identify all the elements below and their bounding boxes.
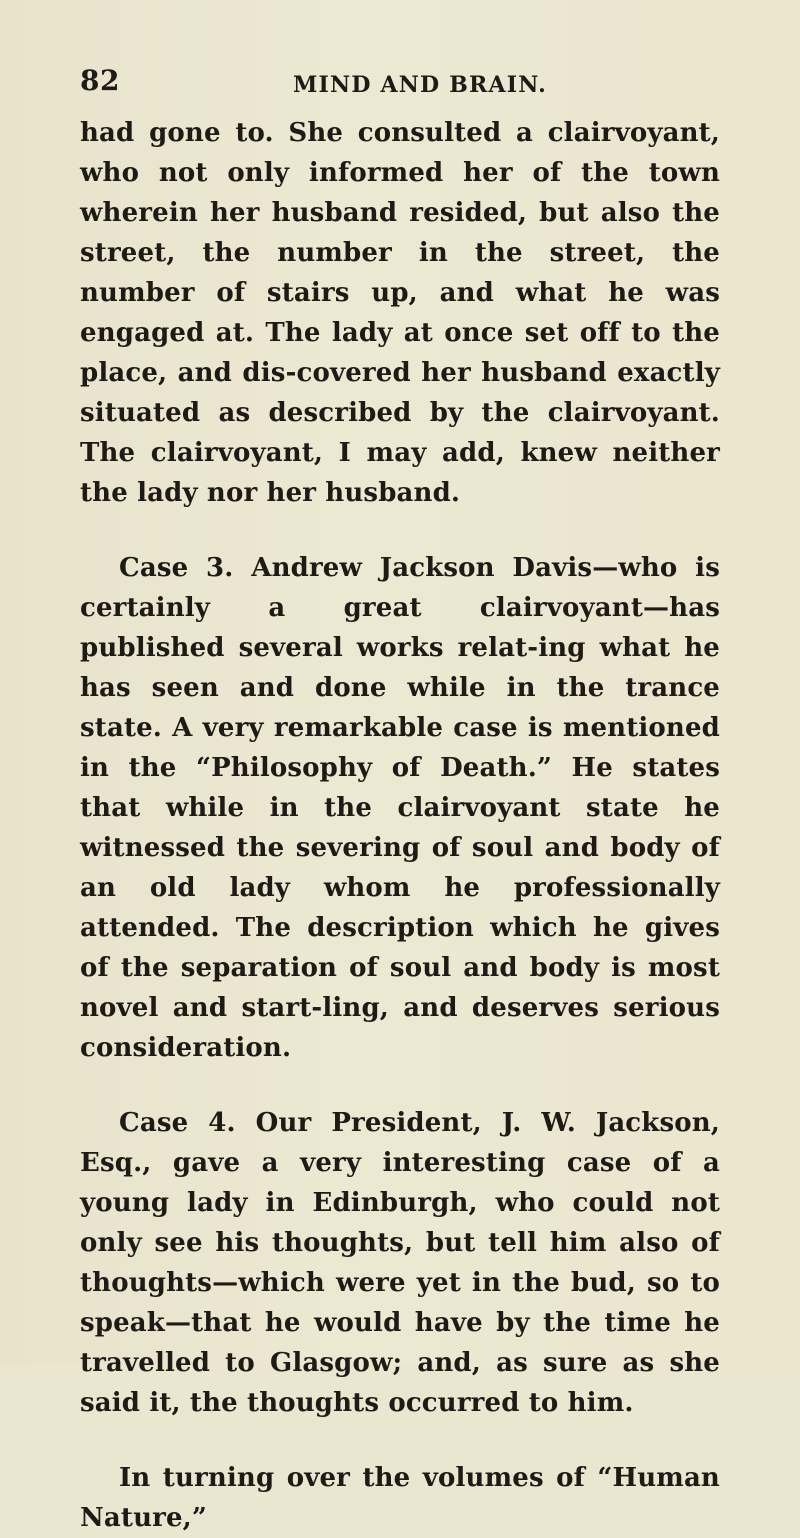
page-number: 82 [80, 64, 120, 97]
paragraph-human-nature: In turning over the volumes of “Human Nature,” [80, 1463, 720, 1533]
body-text [80, 113, 720, 1538]
paragraph-gap [80, 513, 720, 548]
paragraph-case-4: Case 4. Our President, J. W. Jackson, Esq., gave a very interesting case of a young lady in Edinburgh, who could not only see his thoughts, but tell him also of thoughts—which were yet in the bud, so to speak—that he would have by the time he travelled to Glasgow; and, as sure as she said it, the thoughts occurred to him. [80, 1108, 720, 1418]
paragraph-gap [80, 1068, 720, 1103]
paragraph-gap [80, 1423, 720, 1458]
page-header [80, 64, 720, 104]
paragraph-continuation: had gone to. She consulted a clairvoyant, who not only informed her of the town wherein her husband resided, but also the street, the number in the street, the number of stairs up, and what he was engaged at. The lady at once set off to the place, and dis-covered her husband exactly situated as described by the clairvoyant. The clairvoyant, I may add, knew neither the lady nor her husband. [80, 118, 720, 508]
paragraph-case-3: Case 3. Andrew Jackson Davis—who is certainly a great clairvoyant—has published several works relat-ing what he has seen and done while in the trance state. A very remarkable case is mentioned in the “Philosophy of Death.” He states that while in the clairvoyant state he witnessed the severing of soul and body of an old lady whom he professionally attended. The description which he gives of the separation of soul and body is most novel and start-ling, and deserves serious consideration. [80, 553, 720, 1063]
running-head: MIND AND BRAIN. [292, 72, 547, 98]
